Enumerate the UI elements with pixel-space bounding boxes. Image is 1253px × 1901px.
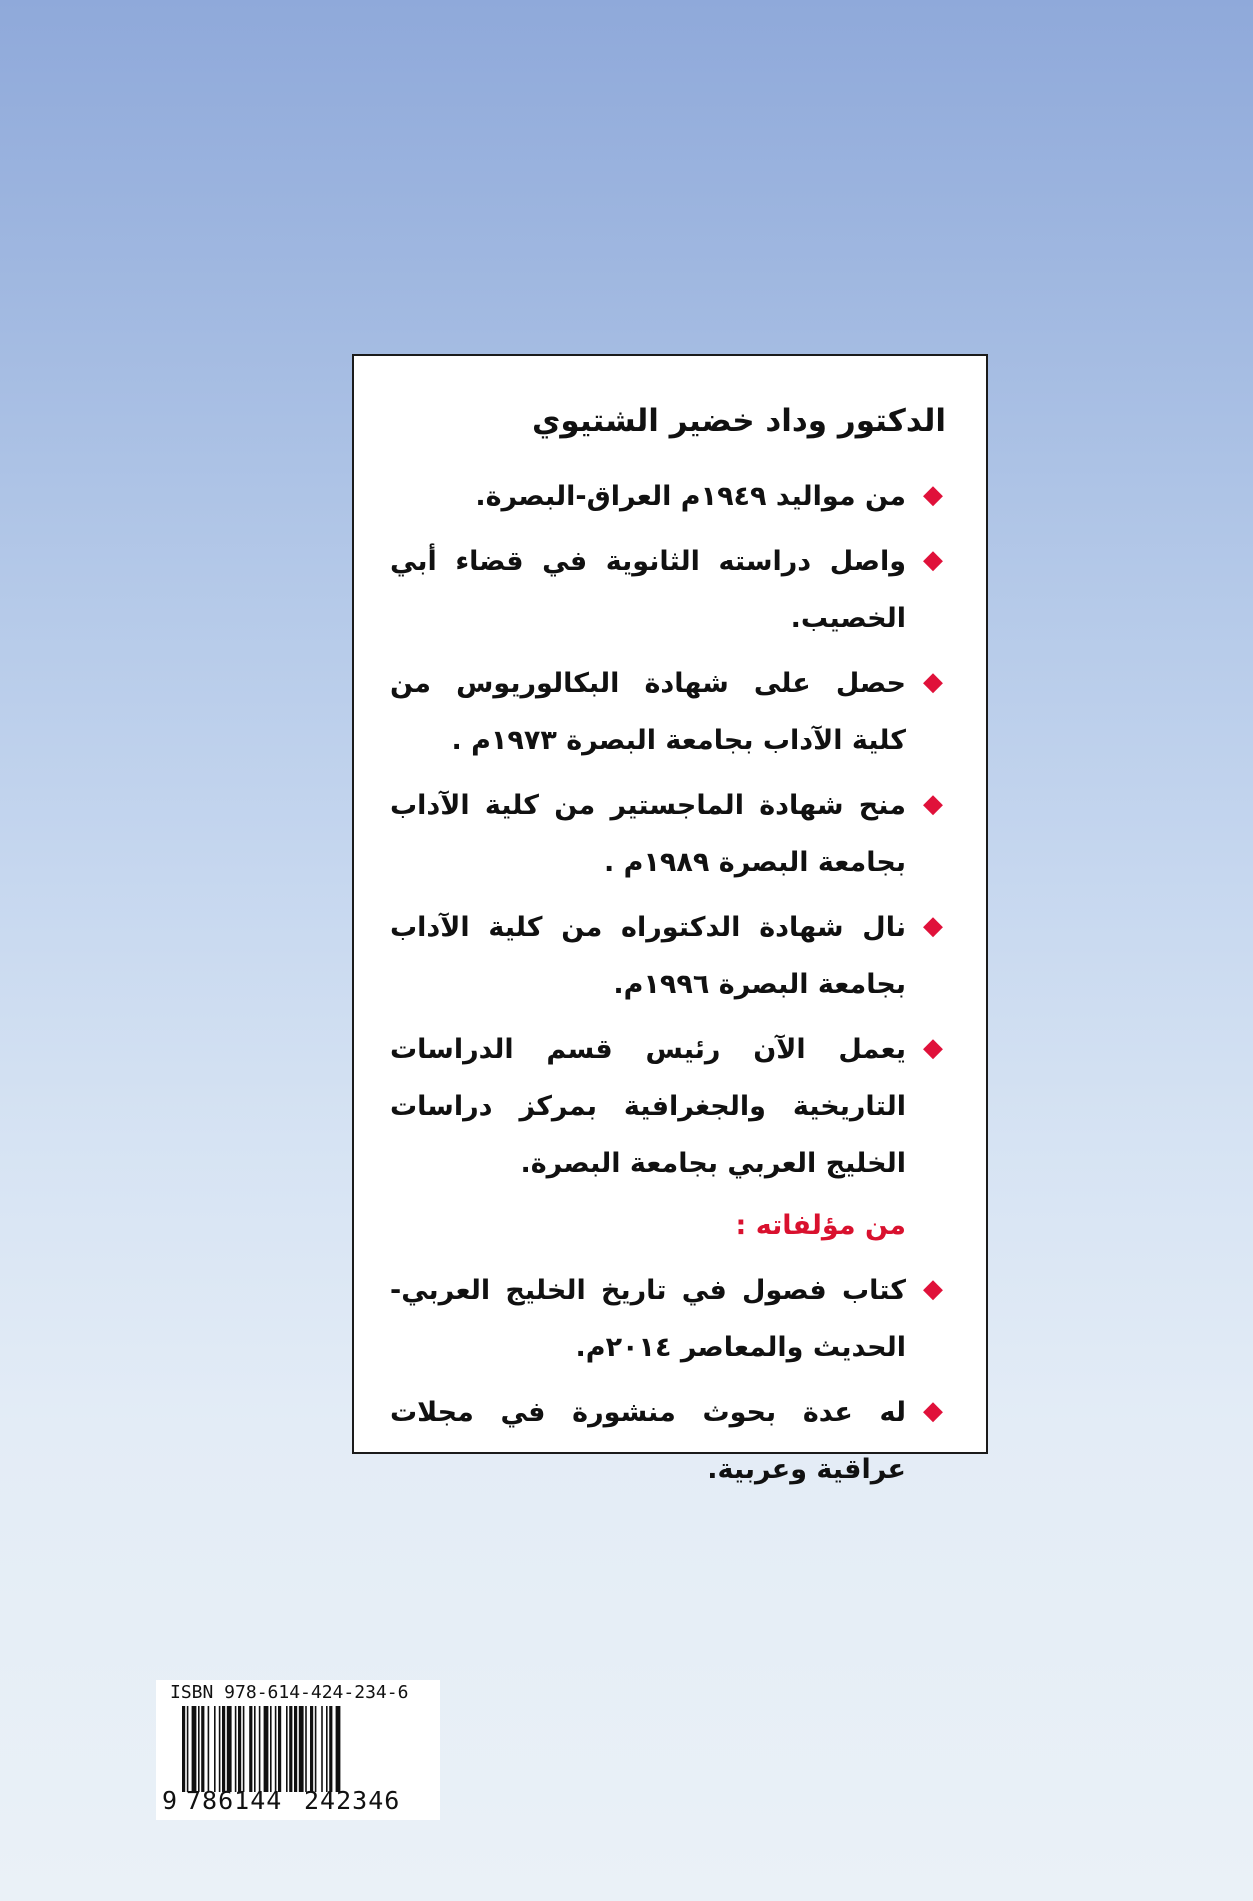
red-diamond-icon: ◆ [923,667,943,697]
author-bio-box [352,354,988,1485]
barcode-bar [294,1706,297,1792]
barcode-bar [208,1706,210,1792]
works-section-label: من مؤلفاته : [735,1210,906,1241]
bio-item-doctorate [390,899,946,1013]
barcode-bar [289,1706,292,1792]
red-diamond-icon: ◆ [923,480,943,510]
barcode-bar [198,1706,200,1792]
barcode-bar [227,1706,232,1792]
red-diamond-icon: ◆ [923,789,943,819]
red-diamond-icon: ◆ [923,911,943,941]
barcode-bar [286,1706,288,1792]
bio-item-text: حصل على شهادة البكالوريوس من كلية الآداب بجامعة البصرة ١٩٧٣م . [390,668,906,756]
isbn-barcode [156,1680,440,1820]
works-item-text: له عدة بحوث منشورة في مجلات عراقية وعربية. [390,1397,906,1485]
barcode-bar [192,1706,197,1792]
red-diamond-icon: ◆ [923,1396,943,1426]
barcode-bar [249,1706,252,1792]
works-item-book [390,1262,946,1376]
bio-item-text: من مواليد ١٩٤٩م العراق-البصرة. [475,481,906,512]
works-list [390,1262,946,1498]
barcode-bar [243,1706,245,1792]
barcode-bar [321,1706,323,1792]
barcode-bar [329,1706,332,1792]
barcode-bar [214,1706,216,1792]
bio-item-bachelor [390,655,946,769]
barcode-bar [270,1706,272,1792]
barcode-bar [201,1706,204,1792]
bio-list [390,468,946,1192]
author-name-heading: الدكتور وداد خضير الشتيوي [531,403,946,439]
bio-item-text: واصل دراسته الثانوية في قضاء أبي الخصيب. [390,546,906,634]
barcode-bar [235,1706,237,1792]
barcode-bar [278,1706,281,1792]
barcode-bar [326,1706,328,1792]
barcode-bar [187,1706,189,1792]
barcode-bar [275,1706,277,1792]
bio-item-current-position [390,1021,946,1192]
works-item-research [390,1384,946,1498]
red-diamond-icon: ◆ [923,1033,943,1063]
red-diamond-icon: ◆ [923,545,943,575]
barcode-bar [222,1706,225,1792]
barcode-bar [315,1706,317,1792]
bio-item-text: نال شهادة الدكتوراه من كلية الآداب بجامعة البصرة ١٩٩٦م. [390,912,906,1000]
barcode-bar [259,1706,261,1792]
barcode-bar [254,1706,256,1792]
barcode-digits [156,1786,440,1818]
barcode-bars-icon [182,1706,416,1792]
barcode-first-digit: 9 [162,1786,178,1815]
barcode-bar [299,1706,304,1792]
barcode-bar [182,1706,185,1792]
isbn-label: ISBN 978-614-424-234-6 [170,1682,409,1703]
barcode-bar [310,1706,313,1792]
bio-item-master [390,777,946,891]
barcode-right-digits: 242346 [304,1786,401,1815]
barcode-left-digits: 786144 [186,1786,283,1815]
red-diamond-icon: ◆ [923,1274,943,1304]
barcode-bar [238,1706,241,1792]
works-item-text: كتاب فصول في تاريخ الخليج العربي-الحديث والمعاصر ٢٠١٤م. [390,1275,906,1363]
bio-item-birth [390,468,946,525]
bio-item-text: منح شهادة الماجستير من كلية الآداب بجامعة البصرة ١٩٨٩م . [390,790,906,878]
barcode-bar [305,1706,307,1792]
barcode-bar [264,1706,269,1792]
bio-item-text: يعمل الآن رئيس قسم الدراسات التاريخية والجغرافية بمركز دراسات الخليج العربي بجامعة البصرة. [390,1034,906,1179]
bio-item-secondary-school [390,533,946,647]
barcode-bar [336,1706,341,1792]
barcode-bar [219,1706,221,1792]
